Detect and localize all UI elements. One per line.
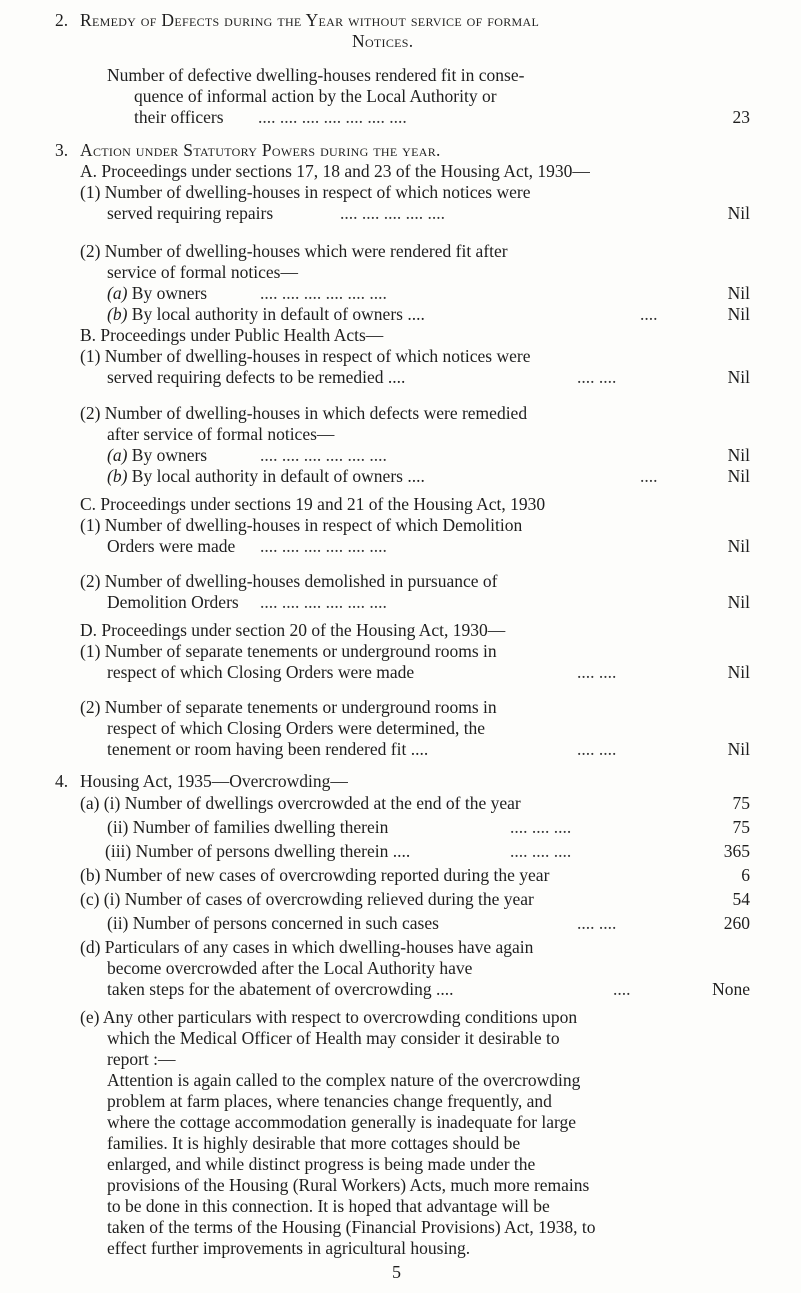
leader-dots: .... .... ....	[510, 841, 572, 861]
part-d-item-1: (1) Number of separate tenements or underground rooms in	[80, 641, 497, 661]
s4-c-i: (c) (i) Number of cases of overcrowding relieved during the year	[80, 889, 534, 909]
part-a-sub-b: (b) By local authority in default of owners ....	[107, 304, 425, 324]
leader-dots: ....	[640, 304, 658, 324]
paragraph-line: taken of the terms of the Housing (Financial Provisions) Act, 1938, to	[107, 1217, 596, 1237]
part-c-item-1: (1) Number of dwelling-houses in respect of which Demolition	[80, 515, 523, 535]
part-a-item-1: (1) Number of dwelling-houses in respect of which notices were	[80, 182, 531, 202]
section-4-number: 4.	[55, 771, 69, 791]
s4-a-iii-value: 365	[723, 841, 750, 861]
leader-dots: .... ....	[577, 662, 617, 682]
part-b-item-2: (2) Number of dwelling-houses in which defects were remedied	[80, 403, 528, 423]
leader-dots: .... ....	[577, 739, 617, 759]
section-2-heading-cont: Notices.	[352, 31, 414, 51]
part-d-item-1-cont: respect of which Closing Orders were made	[107, 662, 415, 682]
paragraph-line: families. It is highly desirable that more cottages should be	[107, 1133, 521, 1153]
section-2-number: 2.	[55, 10, 69, 30]
paragraph-line: where the cottage accommodation generally is inadequate for large	[107, 1112, 577, 1132]
part-d-item-2: (2) Number of separate tenements or underground rooms in	[80, 697, 497, 717]
part-b-sub-a: (a) By owners	[107, 445, 208, 465]
page-number: 5	[392, 1262, 401, 1282]
leader-dots: .... .... .... .... .... .... ....	[258, 107, 407, 127]
s4-b-value: 6	[741, 865, 750, 885]
s4-b: (b) Number of new cases of overcrowding reported during the year	[80, 865, 550, 885]
section-2-heading: Remedy of Defects during the Year without service of formal	[80, 10, 540, 30]
section-3-number: 3.	[55, 140, 69, 160]
paragraph-line: provisions of the Housing (Rural Workers) Acts, much more remains	[107, 1175, 590, 1195]
part-d-item-1-value: Nil	[727, 662, 750, 682]
leader-dots: .... .... .... .... .... ....	[260, 445, 387, 465]
part-d-item-2-cont: respect of which Closing Orders were determined, the	[107, 718, 486, 738]
part-b-item-1-value: Nil	[727, 367, 750, 387]
part-d-item-2-cont: tenement or room having been rendered fit ....	[107, 739, 429, 759]
part-c-item-2-cont: Demolition Orders	[107, 592, 239, 612]
s4-e: (e) Any other particulars with respect to overcrowding conditions upon	[80, 1007, 578, 1027]
leader-dots: .... .... .... .... .... ....	[260, 592, 387, 612]
s4-d-value: None	[712, 979, 750, 999]
leader-dots: ....	[613, 979, 631, 999]
s4-c-ii-value: 260	[723, 913, 750, 933]
paragraph-line: to be done in this connection. It is hoped that advantage will be	[107, 1196, 550, 1216]
part-b-sub-a-value: Nil	[727, 445, 750, 465]
part-b-sub-b: (b) By local authority in default of owners ....	[107, 466, 425, 486]
part-a-item-2: (2) Number of dwelling-houses which were rendered fit after	[80, 241, 508, 261]
paragraph-line: problem at farm places, where tenancies change frequently, and	[107, 1091, 552, 1111]
part-a-item-1-value: Nil	[727, 203, 750, 223]
s4-c-i-value: 54	[732, 889, 750, 909]
s4-c-ii: (ii) Number of persons concerned in such cases	[107, 913, 439, 933]
part-c-item-2-value: Nil	[727, 592, 750, 612]
leader-dots: .... ....	[577, 367, 617, 387]
part-a-item-2-cont: service of formal notices—	[107, 262, 298, 282]
part-a-title: A. Proceedings under sections 17, 18 and 23 of the Housing Act, 1930—	[80, 161, 590, 181]
s4-e-cont: report :—	[107, 1049, 176, 1069]
section-2-text: Number of defective dwelling-houses rendered fit in conse-	[107, 65, 525, 85]
leader-dots: .... .... .... .... ....	[340, 203, 445, 223]
leader-dots: .... .... .... .... .... ....	[260, 283, 387, 303]
part-c-item-1-cont: Orders were made	[107, 536, 236, 556]
part-b-item-1: (1) Number of dwelling-houses in respect of which notices were	[80, 346, 531, 366]
part-a-sub-a-value: Nil	[727, 283, 750, 303]
part-c-item-2: (2) Number of dwelling-houses demolished in pursuance of	[80, 571, 498, 591]
part-c-title: C. Proceedings under sections 19 and 21 of the Housing Act, 1930	[80, 494, 546, 514]
leader-dots: .... ....	[577, 913, 617, 933]
paragraph-line: effect further improvements in agricultural housing.	[107, 1238, 471, 1258]
part-b-title: B. Proceedings under Public Health Acts—	[80, 325, 384, 345]
s4-a-i-value: 75	[732, 793, 750, 813]
leader-dots: ....	[640, 466, 658, 486]
section-2-text: their officers	[134, 107, 224, 127]
s4-a-iii: (iii) Number of persons dwelling therein ....	[105, 841, 411, 861]
section-2-text: quence of informal action by the Local Authority or	[134, 86, 497, 106]
s4-d-cont: become overcrowded after the Local Authority have	[107, 958, 473, 978]
s4-d-cont: taken steps for the abatement of overcrowding ....	[107, 979, 454, 999]
part-b-sub-b-value: Nil	[727, 466, 750, 486]
s4-a-ii: (ii) Number of families dwelling therein	[107, 817, 389, 837]
paragraph-line: Attention is again called to the complex nature of the overcrowding	[107, 1070, 581, 1090]
s4-e-cont: which the Medical Officer of Health may consider it desirable to	[107, 1028, 560, 1048]
section-4-heading: Housing Act, 1935—Overcrowding—	[80, 771, 348, 791]
part-d-item-2-value: Nil	[727, 739, 750, 759]
leader-dots: .... .... ....	[510, 817, 572, 837]
part-b-item-2-cont: after service of formal notices—	[107, 424, 335, 444]
part-a-item-1-cont: served requiring repairs	[107, 203, 274, 223]
section-3-heading: Action under Statutory Powers during the year.	[80, 140, 441, 160]
part-a-sub-b-value: Nil	[727, 304, 750, 324]
s4-a-ii-value: 75	[732, 817, 750, 837]
s4-a-i: (a) (i) Number of dwellings overcrowded at the end of the year	[80, 793, 521, 813]
part-b-item-1-cont: served requiring defects to be remedied ....	[107, 367, 406, 387]
part-a-sub-a: (a) By owners	[107, 283, 208, 303]
s4-d: (d) Particulars of any cases in which dwelling-houses have again	[80, 937, 534, 957]
section-2-value: 23	[732, 107, 750, 127]
part-d-title: D. Proceedings under section 20 of the Housing Act, 1930—	[80, 620, 506, 640]
leader-dots: .... .... .... .... .... ....	[260, 536, 387, 556]
part-c-item-1-value: Nil	[727, 536, 750, 556]
paragraph-line: enlarged, and while distinct progress is being made under the	[107, 1154, 536, 1174]
